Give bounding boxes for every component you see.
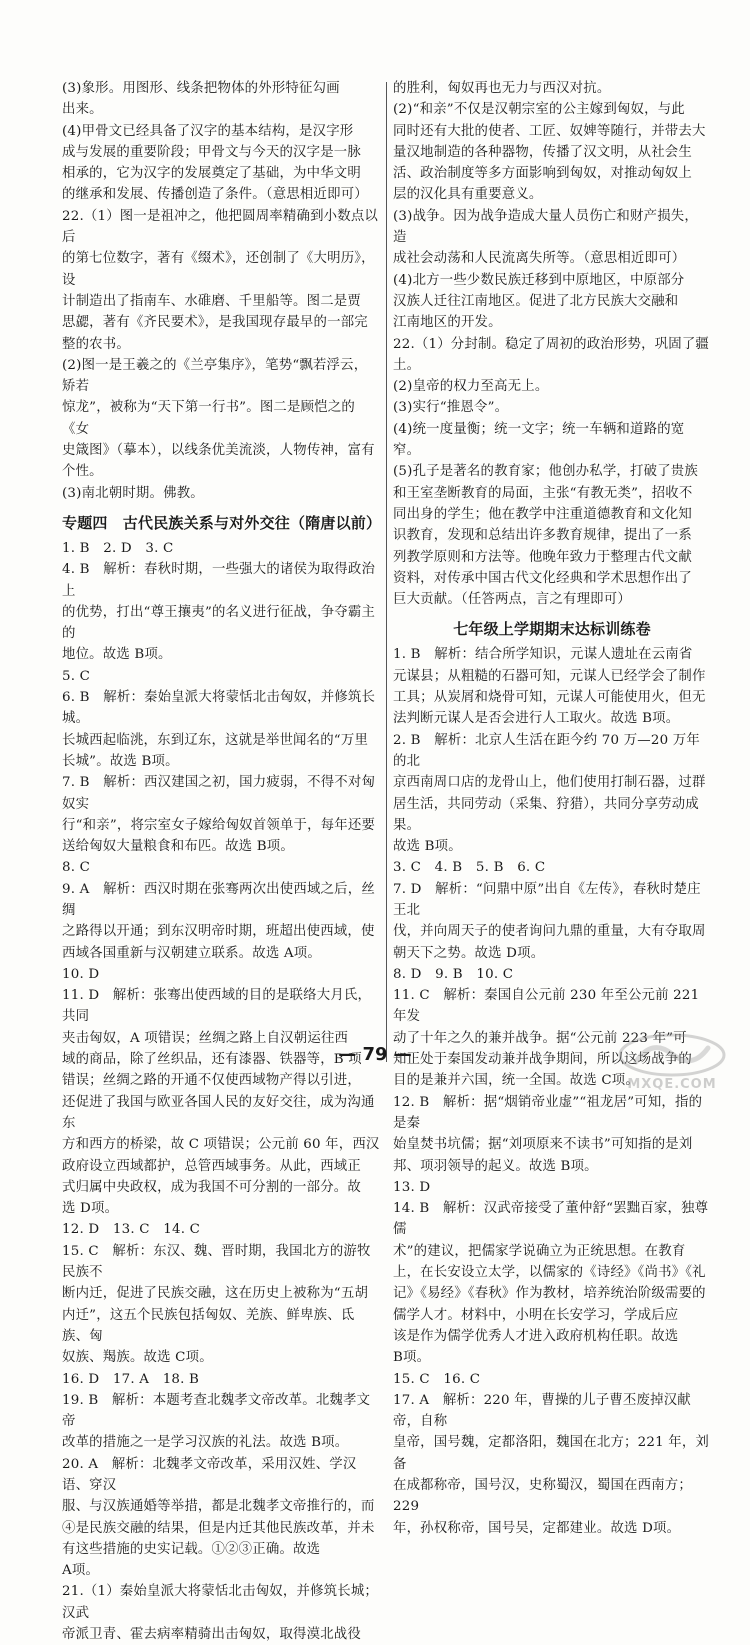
answer-line: A项。 <box>62 1563 100 1579</box>
answer-line: (4)北方一些少数民族迁移到中原地区，中原部分 <box>393 272 685 288</box>
answer-line: 13. D <box>393 1179 431 1195</box>
answer-line: 皇帝，国号魏，定都洛阳，魏国在北方；221 年，刘备 <box>393 1435 710 1472</box>
exam-title: 七年级上学期期末达标训练卷 <box>453 620 651 639</box>
answer-line: (2)“和亲”不仅是汉朝宗室的公主嫁到匈奴，与此 <box>393 102 685 118</box>
answer-line: 朝天下之势。故选 D项。 <box>393 945 545 961</box>
answer-line: 江南地区的开发。 <box>393 315 502 331</box>
answer-line: 上，在长安设立太学，以儒家的《诗经》《尚书》《礼 <box>393 1265 706 1281</box>
answer-line: 19. B 解析：本题考查北魏孝文帝改革。北魏孝文帝 <box>62 1392 371 1430</box>
right-column <box>393 78 711 1539</box>
answer-line: 居生活，共同劳动（采集、狩猎），共同分享劳动成果。 <box>393 796 699 833</box>
answer-line: 的胜利，匈奴再也无力与西汉对抗。 <box>393 81 611 96</box>
answer-line: B项。 <box>393 1350 431 1366</box>
answer-line: 改革的措施之一是学习汉族的礼法。故选 B项。 <box>62 1435 349 1451</box>
answer-line: 成与发展的重要阶段；甲骨文与今天的汉字是一脉 <box>62 144 361 160</box>
answer-line: 的第七位数字，著有《缀术》，还创制了《大明历》，设 <box>62 251 375 288</box>
answer-line: 12. B 解析：据“烟销帝业虚”“祖龙居”可知，指的是秦 <box>393 1094 703 1131</box>
answer-line: 列教学原则和方法等。他晚年致力于整理古代文献 <box>393 549 692 565</box>
answer-line: 个性。 <box>62 464 103 480</box>
answer-line: 11. D 解析：张骞出使西域的目的是联络大月氏，共同 <box>62 988 372 1025</box>
answer-line: 层的汉化具有重要意义。 <box>393 187 543 203</box>
answer-line: 8. D 9. B 10. C <box>393 966 514 982</box>
watermark-logo <box>616 1032 728 1096</box>
answer-line: 动了十年之久的兼并战争。据“公元前 223 年”可 <box>393 1030 687 1046</box>
answer-line: 送给匈奴大量粮食和布匹。故选 B项。 <box>62 839 294 855</box>
answer-line: 儒学人才。材料中，小明在长安学习，学成后应 <box>393 1307 679 1323</box>
answer-line: 出来。 <box>62 102 103 118</box>
answer-line: 之路得以开通；到东汉明帝时期，班超出使西域，使 <box>62 924 375 940</box>
answer-line: 15. C 解析：东汉、魏、晋时期，我国北方的游牧民族不 <box>62 1243 371 1281</box>
answer-line: 断内迁，促进了民族交融，这在历史上被称为“五胡 <box>62 1286 369 1302</box>
answer-line: (3)象形。用图形、线条把物体的外形特征勾画 <box>62 81 340 96</box>
answer-line: ④是民族交融的结果，但是内迁其他民族改革，并未 <box>62 1520 375 1536</box>
answer-line: 汉族人迁往江南地区。促进了北方民族大交融和 <box>393 293 679 309</box>
answer-line: 的继承和发展、传播创造了条件。（意思相近即可） <box>62 187 368 203</box>
answer-line: 量汉地制造的各种器物，传播了汉文明，从社会生 <box>393 144 692 160</box>
answer-line: 有这些措施的史实记载。①②③正确。故选 <box>62 1541 321 1557</box>
answer-line: 4. B 解析：春秋时期，一些强大的诸侯为取得政治上 <box>62 562 376 599</box>
answer-line: (2)皇帝的权力至高无上。 <box>393 379 549 395</box>
answer-line: (3)战争。因为战争造成大量人员伤亡和财产损失，造 <box>393 208 698 246</box>
left-column <box>62 78 380 1645</box>
answer-line: 内迁”，这五个民族包括匈奴、羌族、鲜卑族、氐族、匈 <box>62 1307 355 1344</box>
answer-line: 17. A 解析：220 年，曹操的儿子曹丕废掉汉献帝，自称 <box>393 1392 691 1430</box>
answer-line: 该是作为儒学优秀人才进入政府机构任职。故选 <box>393 1328 679 1344</box>
answer-line: 史箴图》（摹本），以线条优美流淡，人物传神，富有 <box>62 443 375 459</box>
answer-line: 计制造出了指南车、水碓磨、千里船等。图二是贾 <box>62 293 361 309</box>
answer-line: 元谋县；从粗糙的石器可知，元谋人已经学会了制作 <box>393 668 706 684</box>
answer-stamp-icon <box>616 1032 728 1078</box>
answer-line: 9. A 解析：西汉时期在张骞两次出使西域之后，丝绸 <box>62 881 375 918</box>
answer-line: 法判断元谋人是否会进行人工取火。故选 B项。 <box>393 711 680 727</box>
answer-line: 2. B 解析：北京人生活在距今约 70 万—20 万年的北 <box>393 732 700 769</box>
answer-line: 工具；从炭屑和烧骨可知，元谋人可能使用火，但无 <box>393 690 706 706</box>
answer-line: 相承的，它为汉字的发展奠定了基础，为中华文明 <box>62 166 361 182</box>
answer-line: 帝派卫青、霍去病率精骑出击匈奴，取得漠北战役 <box>62 1627 361 1643</box>
answer-line: 同时还有大批的使者、工匠、奴婢等随行，并带去大 <box>393 123 706 139</box>
answer-line: 成社会动荡和人民流离失所等。（意思相近即可） <box>393 251 686 267</box>
answer-line: 知正处于秦国发动兼并战争期间，所以这场战争的 <box>393 1052 692 1068</box>
answer-line: (3)实行“推恩令”。 <box>393 400 509 416</box>
answer-line: 20. A 解析：北魏孝文帝改革，采用汉姓、学汉语、穿汉 <box>62 1456 357 1493</box>
answer-line: 目的是兼并六国，统一全国。故选 C项。 <box>393 1073 639 1089</box>
answer-line: 术”的建议，把儒家学说确立为正统思想。在教育 <box>393 1243 686 1259</box>
answer-line: 巨大贡献。（任答两点，言之有理即可） <box>393 592 631 608</box>
answer-line: 11. C 解析：秦国自公元前 230 年至公元前 221 年发 <box>393 988 700 1025</box>
answer-line: 16. D 17. A 18. B <box>62 1371 200 1387</box>
answer-line: 5. C <box>62 668 91 684</box>
section-heading: 专题四 古代民族关系与对外交往（隋唐以前） <box>62 513 382 532</box>
watermark-text: MXQE.COM <box>627 1077 717 1092</box>
answer-line: 8. C <box>62 860 91 876</box>
answer-line: 西域各国重新与汉朝建立联系。故选 A项。 <box>62 945 321 961</box>
answer-line: 6. B 解析：秦始皇派大将蒙恬北击匈奴，并修筑长城。 <box>62 690 376 727</box>
answer-line: 夹击匈奴，A 项错误；丝绸之路上自汉朝运往西 <box>62 1030 349 1046</box>
answer-line: 式归属中央政权，成为我国不可分割的一部分。故 <box>62 1179 361 1195</box>
answer-line: 京西南周口店的龙骨山上，他们使用打制石器，过群 <box>393 775 706 791</box>
answer-line: 始皇焚书坑儒；据“刘项原来不读书”可知指的是刘 <box>393 1137 693 1153</box>
answer-line: 选 D项。 <box>62 1201 119 1217</box>
page-number: — 79 — <box>338 1044 412 1065</box>
answer-line: 3. C 4. B 5. B 6. C <box>393 860 546 876</box>
answer-line: 10. D <box>62 966 100 982</box>
answer-line: 奴族、羯族。故选 C项。 <box>62 1350 213 1366</box>
answer-line: 年，孙权称帝，国号吴，定都建业。故选 D项。 <box>393 1520 681 1536</box>
answer-line: 政府设立西域都护，总管西域事务。从此，西域正 <box>62 1158 361 1174</box>
answer-line: 和王室垄断教育的局面，主张“有教无类”，招收不 <box>393 485 693 501</box>
answer-line: 伐，并向周天子的使者询问九鼎的重量，大有夺取周 <box>393 924 706 940</box>
answer-line: 长城”。故选 B项。 <box>62 753 179 769</box>
answer-line: (5)孔子是著名的教育家；他创办私学，打破了贵族 <box>393 464 698 480</box>
answer-line: 1. B 2. D 3. C <box>62 540 174 556</box>
answer-line: 资料，对传承中国古代文化经典和学术思想作出了 <box>393 570 692 586</box>
answer-line: (2)图一是王羲之的《兰亭集序》，笔势“飘若浮云，矫若 <box>62 357 368 395</box>
answer-line: 地位。故选 B项。 <box>62 647 172 663</box>
answer-line: 长城西起临洮，东到辽东，这就是举世闻名的“万里 <box>62 732 369 748</box>
answer-line: 7. B 解析：西汉建国之初，国力疲弱，不得不对匈奴实 <box>62 775 376 812</box>
answer-line: 在成都称帝，国号汉，史称蜀汉，蜀国在西南方；229 <box>393 1478 692 1515</box>
answer-line: (4)统一度量衡；统一文字；统一车辆和道路的宽窄。 <box>393 421 685 459</box>
answer-line: 7. D 解析：“问鼎中原”出自《左传》，春秋时楚庄王北 <box>393 881 701 918</box>
answer-line: 错误；丝绸之路的开通不仅使西域物产得以引进， <box>62 1073 361 1089</box>
answer-line: 惊龙”，被称为“天下第一行书”。图二是顾恺之的《女 <box>62 400 355 437</box>
answer-line: 12. D 13. C 14. C <box>62 1222 201 1238</box>
answer-line: 整的农书。 <box>62 336 130 352</box>
answer-line: 思勰，著有《齐民要术》，是我国现存最早的一部完 <box>62 315 368 331</box>
answer-line: 15. C 16. C <box>393 1371 481 1387</box>
answer-line: 22.（1）分封制。稳定了周初的政治形势，巩固了疆土。 <box>393 336 710 373</box>
answer-line: 14. B 解析：汉武帝接受了董仲舒“罢黜百家，独尊儒 <box>393 1201 709 1238</box>
answer-line: 还促进了我国与欧亚各国人民的友好交往，成为沟通东 <box>62 1094 375 1131</box>
answer-line: 活、政治制度等多方面影响到匈奴，对推动匈奴上 <box>393 166 692 182</box>
answer-line: 的优势，打出“尊王攘夷”的名义进行征战，争夺霸主的 <box>62 604 376 642</box>
answer-line: 方和西方的桥梁，故 C 项错误；公元前 60 年，西汉 <box>62 1137 380 1153</box>
answer-line: (4)甲骨文已经具备了汉字的基本结构，是汉字形 <box>62 123 354 139</box>
answer-line: 同出身的学生；他在教学中注重道德教育和文化知 <box>393 506 692 522</box>
answer-line: 1. B 解析：结合所学知识，元谋人遗址在云南省 <box>393 647 693 663</box>
answer-line: 邦、项羽领导的起义。故选 B项。 <box>393 1158 598 1174</box>
answer-line: 服、与汉族通婚等举措，都是北魏孝文帝推行的，而 <box>62 1499 375 1515</box>
answer-line: 故选 B项。 <box>393 839 462 855</box>
answer-line: 记》《易经》《春秋》作为教材，培养统治阶级需要的 <box>393 1286 706 1302</box>
answer-line: 22.（1）图一是祖冲之，他把圆周率精确到小数点以后 <box>62 208 379 246</box>
answer-line: 行“和亲”，将宗室女子嫁给匈奴首领单于，每年还要 <box>62 817 376 833</box>
column-divider <box>386 82 387 1062</box>
answer-line: 域的商品，除了丝织品，还有漆器、铁器等，B 项 <box>62 1052 362 1068</box>
answer-line: (3)南北朝时期。佛教。 <box>62 485 204 501</box>
answer-line: 识教育，发现和总结出许多教育规律，提出了一系 <box>393 528 692 544</box>
answer-line: 21.（1）秦始皇派大将蒙恬北击匈奴，并修筑长城；汉武 <box>62 1584 379 1621</box>
